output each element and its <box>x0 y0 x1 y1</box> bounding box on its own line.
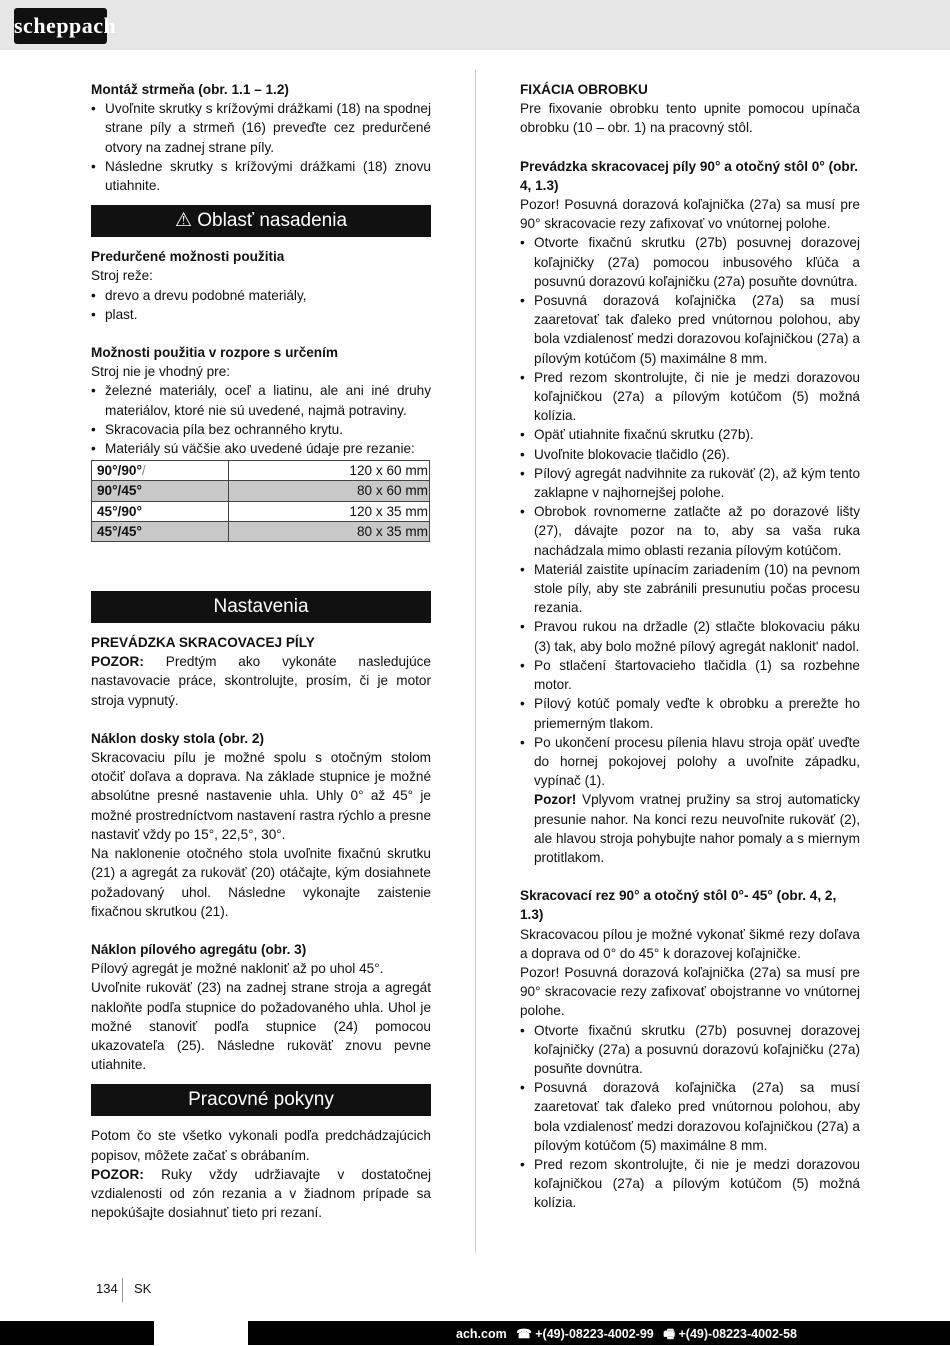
list-item: • Následne skrutky s krížovými drážkami (18) znovu utiahnite. <box>91 157 431 195</box>
paragraph: Pílový agregát je možné nakloniť až po uhol 45°. <box>91 961 384 977</box>
section-band-pracovne-pokyny: Pracovné pokyny <box>91 1084 431 1116</box>
section-band-nastavenia: Nastavenia <box>91 591 431 623</box>
section-band-oblast: ⚠ Oblasť nasadenia <box>91 205 431 237</box>
table-row <box>92 521 430 541</box>
section-title-skracovaci-rez: Skracovací rez 90° a otočný stôl 0°- 45° (obr. 4, 2, 1.3) <box>520 888 837 923</box>
paragraph: Skracovacou pílou je možné vykonať šikmé rezy doľava a doprava od 0° do 45° k dorazovej koľajničke. <box>520 926 860 961</box>
list-item: • železné materiály, oceľ a liatinu, ale ani iné druhy materiálov, ktoré nie sú uvedené, najmä potraviny. <box>91 381 431 419</box>
paragraph: Stroj reže: <box>91 268 153 284</box>
list-item: • Pílový kotúč pomaly veďte k obrobku a prerežte ho priemerným tlakom. <box>520 694 860 732</box>
list-item: • Pred rezom skontrolujte, či nie je medzi dorazovou koľajničkou (27a) a pílovým kotúčom (5) možná kolízia. <box>520 1155 860 1213</box>
list-item: • Obrobok rovnomerne zatlačte až po dorazové lišty (27), dávajte pozor na to, aby sa vaša ruka nachádzala mimo oblasti rezania pílovým kotúčom. <box>520 502 860 560</box>
section-title-naklon-stola: Náklon dosky stola (obr. 2) <box>91 730 264 746</box>
angle-cell: 90°/90° <box>97 463 142 479</box>
value-cell: 120 x 35 mm <box>228 501 429 521</box>
section-title-predurcene: Predurčené možnosti použitia <box>91 249 285 265</box>
language-code: SK <box>134 1281 152 1296</box>
section-title-fixacia: FIXÁCIA OBROBKU <box>520 82 648 97</box>
list-item: • Otvorte fixačnú skrutku (27b) posuvnej dorazovej koľajničky (27a) pomocou inbusového kľúča a posuvnú dorazovú koľajničku (27a) posuňte dovnútra. <box>520 233 860 291</box>
prevadzka-90-list <box>520 233 860 790</box>
paragraph: Skracovaciu pílu je možné spolu s otočným stolom otočiť doľava a doprava. Na základe stupnice je možné absolútne presné nastavenie uhla. Uhly 0° až 45° je možné prostredníctvom nastavení rastra rýchlo a presne nastaviť vždy po 15°, 22,5°, 30°. <box>91 750 432 842</box>
slash-mark: / <box>141 463 146 479</box>
strmen-list <box>91 99 431 195</box>
list-item: • Opäť utiahnite fixačnú skrutku (27b). <box>520 425 860 444</box>
website-link[interactable]: ach.com <box>456 1327 507 1341</box>
angle-cell: 45°/90° <box>92 501 229 521</box>
paragraph: Pozor! Posuvná dorazová koľajnička (27a) sa musí pre 90° skracovacie rezy zafixovať vo vnútornej polohe. <box>520 197 860 232</box>
value-cell: 120 x 60 mm <box>228 461 429 481</box>
list-item: • Posuvná dorazová koľajnička (27a) sa musí zaaretovať tak ďaleko pred vnútornou polohou, aby bola vzdialenosť medzi dorazovou koľajničkou (27a) a pílovým kotúčom (5) maximálne 8 mm. <box>520 291 860 368</box>
list-item: • Posuvná dorazová koľajnička (27a) sa musí zaaretovať tak ďaleko pred vnútornou polohou, aby bola vzdialenosť medzi dorazovou koľajničkou (27a) a pílovým kotúčom (5) maximálne 8 mm. <box>520 1078 860 1155</box>
note-paragraph <box>520 790 860 867</box>
paragraph-text: Ruky vždy udržiavajte v dostatočnej vzdialenosti od zón rezania a v žiadnom prípade sa nepokúšajte dosiahnuť tieto pri rezaní. <box>91 1166 431 1221</box>
section-title-strmen: Montáž strmeňa (obr. 1.1 – 1.2) <box>91 82 289 97</box>
angle-cell: 90°/45° <box>92 481 229 501</box>
section-title-naklon-agregatu: Náklon pílového agregátu (obr. 3) <box>91 941 307 957</box>
table-row <box>92 501 430 521</box>
page-number-separator <box>122 1278 123 1302</box>
brand-logo: scheppach <box>14 8 107 44</box>
table-row <box>92 481 430 501</box>
predurcene-list <box>91 286 431 324</box>
footer-bar <box>0 1321 950 1345</box>
skracovaci-rez-list <box>520 1021 860 1213</box>
header-bar <box>0 0 950 50</box>
paragraph: Pozor! Posuvná dorazová koľajnička (27a) sa musí pre 90° skracovacie rezy zafixovať obojstranne vo vnútornej polohe. <box>520 964 860 1019</box>
page-number: 134 <box>96 1281 118 1296</box>
list-item: • plast. <box>91 305 431 324</box>
list-item: • Po ukončení procesu pílenia hlavu stroja opäť uveďte do hornej pokojovej polohy a uvoľnite západku, vypínač (1). <box>520 733 860 791</box>
column-divider <box>475 70 476 1253</box>
value-cell: 80 x 35 mm <box>228 521 429 541</box>
list-item: • Uvoľnite blokovacie tlačidlo (26). <box>520 445 860 464</box>
right-column <box>520 80 860 1213</box>
list-item: • Materiály sú väčšie ako uvedené údaje pre rezanie: <box>91 439 431 458</box>
list-item: • Po stlačení štartovacieho tlačidla (1) sa rozbehne motor. <box>520 656 860 694</box>
paragraph-text: Predtým ako vykonáte nasledujúce nastavovacie práce, skontrolujte, prosím, či je motor stroja vypnutý. <box>91 654 431 708</box>
angle-cell: 45°/45° <box>92 521 229 541</box>
list-item: • Materiál zaistite upínacím zariadením (10) na pevnom stole píly, aby ste zabránili presunutiu počas procesu rezania. <box>520 560 860 618</box>
paragraph: Pre fixovanie obrobku tento upnite pomocou upínača obrobku (10 – obr. 1) na pracovný stôl. <box>520 101 860 136</box>
left-column <box>91 80 431 1222</box>
cut-size-table <box>91 460 430 542</box>
paragraph-text: Vplyvom vratnej pružiny sa stroj automaticky presunie nahor. Na konci rezu neuvoľnite rukoväť (2), ale hlavou stroja pohybujte nahor pomaly a s miernym protitlakom. <box>534 792 860 865</box>
list-item: • Skracovacia píla bez ochranného krytu. <box>91 420 431 439</box>
pozor-label: Pozor! <box>534 792 577 808</box>
rozpor-list <box>91 381 431 458</box>
list-item: • Otvorte fixačnú skrutku (27b) posuvnej dorazovej koľajničky (27a) a posuvnú dorazovú koľajničku (27a) posuňte dovnútra. <box>520 1021 860 1079</box>
paragraph: Potom čo ste všetko vykonali podľa predchádzajúcich popisov, môžete začať s obrábaním. <box>91 1128 431 1163</box>
paragraph <box>91 1165 431 1223</box>
list-item: • drevo a drevu podobné materiály, <box>91 286 431 305</box>
phone-number: ☎ +(49)-08223-4002-99 <box>516 1327 654 1341</box>
pozor-label: POZOR: <box>91 654 144 670</box>
list-item: • Uvoľnite skrutky s krížovými drážkami (18) na spodnej strane píly a strmeň (16) preveďte cez predurčené otvory na zadnej strane píly. <box>91 99 431 157</box>
table-row <box>92 461 430 481</box>
fax-number: 🖷 +(49)-08223-4002-58 <box>663 1327 797 1341</box>
contact-info <box>450 1325 797 1346</box>
section-title-prevadzka-90: Prevádzka skracovacej píly 90° a otočný stôl 0° (obr. 4, 1.3) <box>520 158 859 193</box>
paragraph: Uvoľnite rukoväť (23) na zadnej strane stroja a agregát nakloňte podľa stupnice do požadovaného uhla. Uhol je možné stanoviť podľa stupnice (24) pomocou ukazovateľa (25). Následne rukoväť znovu pevne utiahnite. <box>91 980 431 1073</box>
list-item: • Pred rezom skontrolujte, či nie je medzi dorazovou koľajničkou (27a) a pílovým kotúčom (5) možná kolízia. <box>520 368 860 426</box>
value-cell: 80 x 60 mm <box>228 481 429 501</box>
paragraph: Stroj nie je vhodný pre: <box>91 364 231 380</box>
list-item: • Pílový agregát nadvihnite za rukoväť (2), až kým tento zaklapne v najhornejšej polohe. <box>520 464 860 502</box>
footer-gap <box>154 1321 248 1345</box>
section-title-rozpor: Možnosti použitia v rozpore s určením <box>91 345 338 361</box>
paragraph <box>91 652 431 710</box>
pozor-label: POZOR: <box>91 1166 144 1182</box>
paragraph: Na naklonenie otočného stola uvoľnite fixačnú skrutku (21) a agregát za rukoväť (20) otáčajte, kým dosiahnete požadovaný uhol. Následne vykonajte zaistenie fixačnou skrutkou (21). <box>91 846 431 919</box>
section-title-prevadzka: PREVÁDZKA SKRACOVACEJ PÍLY <box>91 635 315 651</box>
list-item: • Pravou rukou na držadle (2) stlačte blokovaciu páku (3) tak, aby bolo možné pílový agregát naklonit' nadol. <box>520 617 860 655</box>
